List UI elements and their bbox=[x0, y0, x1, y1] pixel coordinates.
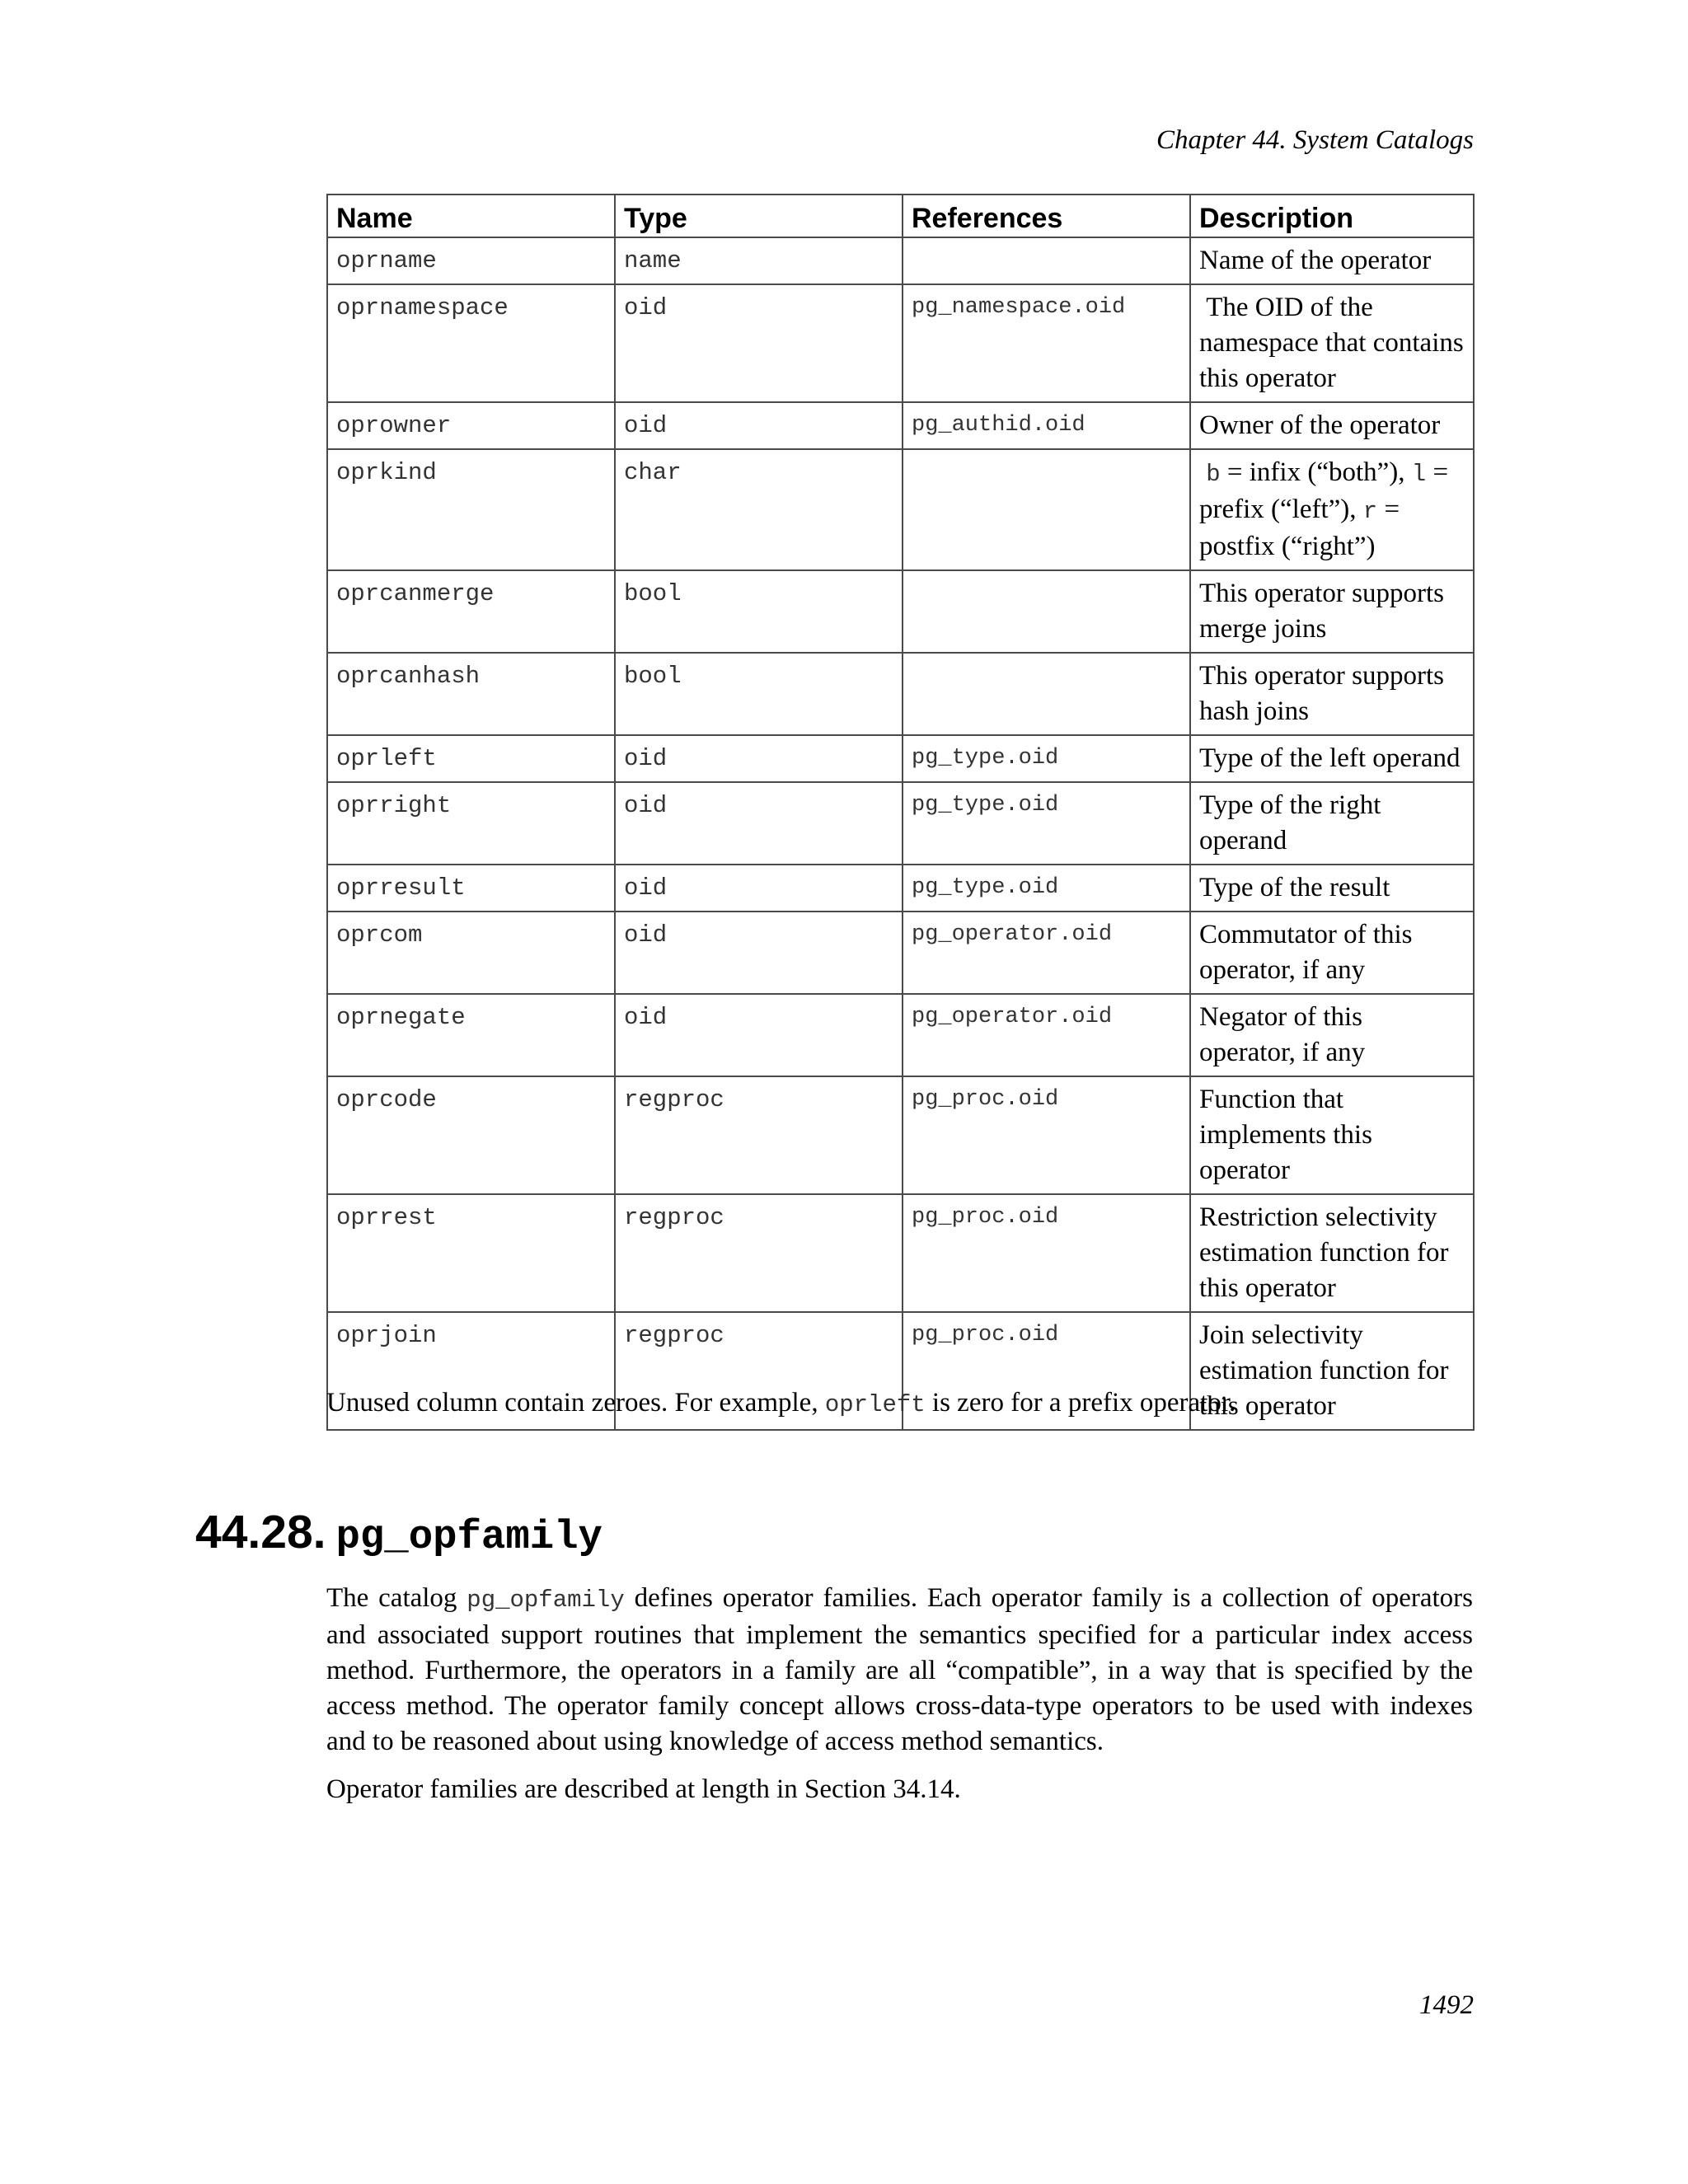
cell-description: Name of the operator bbox=[1190, 237, 1474, 284]
running-header: Chapter 44. System Catalogs bbox=[1156, 125, 1474, 155]
table-row bbox=[327, 237, 1474, 284]
section-number: 44.28. bbox=[195, 1506, 326, 1558]
cell-name: oprnegate bbox=[327, 994, 615, 1076]
cell-references bbox=[903, 653, 1190, 735]
cell-description: This operator supports hash joins bbox=[1190, 653, 1474, 735]
desc-text: = prefix (“left”), bbox=[1199, 457, 1456, 524]
table-row bbox=[327, 1194, 1474, 1312]
note-text: Unused column contain zeroes. For example, bbox=[326, 1388, 825, 1418]
table-row bbox=[327, 402, 1474, 449]
cell-type: name bbox=[615, 237, 903, 284]
cell-description: Type of the right operand bbox=[1190, 782, 1474, 865]
cell-description: Type of the left operand bbox=[1190, 735, 1474, 782]
para-code: pg_opfamily bbox=[467, 1586, 625, 1614]
cell-description: Function that implements this operator bbox=[1190, 1076, 1474, 1194]
table-row bbox=[327, 865, 1474, 912]
table-row bbox=[327, 735, 1474, 782]
section-paragraph bbox=[326, 1581, 1473, 1760]
table-row bbox=[327, 449, 1474, 570]
cell-references bbox=[903, 237, 1190, 284]
cell-description bbox=[1190, 449, 1474, 570]
cell-references: pg_operator.oid bbox=[903, 994, 1190, 1076]
cell-references: pg_operator.oid bbox=[903, 912, 1190, 994]
cell-name: oprname bbox=[327, 237, 615, 284]
cell-name: oprleft bbox=[327, 735, 615, 782]
cell-description: Restriction selectivity estimation function for this operator bbox=[1190, 1194, 1474, 1312]
cell-type: bool bbox=[615, 653, 903, 735]
cell-type: oid bbox=[615, 402, 903, 449]
cell-references bbox=[903, 570, 1190, 653]
note-code: oprleft bbox=[824, 1391, 926, 1418]
cell-name: oprjoin bbox=[327, 1312, 615, 1430]
cell-description: Type of the result bbox=[1190, 865, 1474, 912]
cell-description: Join selectivity estimation function for this operator bbox=[1190, 1312, 1474, 1430]
section-heading bbox=[195, 1505, 603, 1560]
para-text: defines operator families. Each operator family is a collection of operators and associated support routines that implement the semantics specified for a particular index access method. Furthermore, the operators in a family are all “compatible”, in a way that is specified by the access method. The operator family concept allows cross-data-type operators to be used with indexes and to be reasoned about using knowledge of access method semantics. bbox=[326, 1583, 1473, 1756]
cell-name: oprnamespace bbox=[327, 284, 615, 402]
cell-description: Owner of the operator bbox=[1190, 402, 1474, 449]
cell-type: regproc bbox=[615, 1194, 903, 1312]
cell-name: oprresult bbox=[327, 865, 615, 912]
cell-references: pg_namespace.oid bbox=[903, 284, 1190, 402]
table-row bbox=[327, 570, 1474, 653]
pg-operator-columns-table bbox=[326, 194, 1475, 1431]
cell-references: pg_authid.oid bbox=[903, 402, 1190, 449]
column-header-description: Description bbox=[1190, 194, 1474, 237]
table-row bbox=[327, 994, 1474, 1076]
cell-references: pg_proc.oid bbox=[903, 1194, 1190, 1312]
cell-type: regproc bbox=[615, 1076, 903, 1194]
cell-description: This operator supports merge joins bbox=[1190, 570, 1474, 653]
code-l: l bbox=[1411, 461, 1427, 488]
cell-references: pg_type.oid bbox=[903, 782, 1190, 865]
table-row bbox=[327, 284, 1474, 402]
desc-text: = postfix (“right”) bbox=[1199, 494, 1407, 561]
code-r: r bbox=[1362, 498, 1378, 525]
cell-name: oprcanmerge bbox=[327, 570, 615, 653]
section-paragraph: Operator families are described at length in Section 34.14. bbox=[326, 1774, 961, 1804]
cell-name: oprcanhash bbox=[327, 653, 615, 735]
code-b: b bbox=[1206, 461, 1221, 488]
cell-description: Negator of this operator, if any bbox=[1190, 994, 1474, 1076]
cell-type: oid bbox=[615, 865, 903, 912]
cell-type: char bbox=[615, 449, 903, 570]
cell-name: oprowner bbox=[327, 402, 615, 449]
cell-name: oprright bbox=[327, 782, 615, 865]
cell-type: bool bbox=[615, 570, 903, 653]
cell-name: oprcode bbox=[327, 1076, 615, 1194]
section-title: pg_opfamily bbox=[335, 1514, 603, 1560]
page-number: 1492 bbox=[1419, 1990, 1474, 2020]
table-row bbox=[327, 653, 1474, 735]
cell-references: pg_proc.oid bbox=[903, 1076, 1190, 1194]
cell-description: Commutator of this operator, if any bbox=[1190, 912, 1474, 994]
para-text: The catalog bbox=[326, 1583, 467, 1613]
table-header-row bbox=[327, 194, 1474, 237]
cell-type: oid bbox=[615, 912, 903, 994]
column-header-references: References bbox=[903, 194, 1190, 237]
cell-description: The OID of the namespace that contains this operator bbox=[1190, 284, 1474, 402]
column-header-name: Name bbox=[327, 194, 615, 237]
table-footnote bbox=[326, 1385, 1236, 1423]
cell-references bbox=[903, 449, 1190, 570]
cell-references: pg_type.oid bbox=[903, 735, 1190, 782]
desc-text: = infix (“both”), bbox=[1220, 457, 1412, 487]
cell-type: oid bbox=[615, 735, 903, 782]
cell-references: pg_type.oid bbox=[903, 865, 1190, 912]
cell-type: oid bbox=[615, 284, 903, 402]
cell-name: oprrest bbox=[327, 1194, 615, 1312]
cell-type: oid bbox=[615, 994, 903, 1076]
cell-type: regproc bbox=[615, 1312, 903, 1430]
table-row bbox=[327, 782, 1474, 865]
cell-references: pg_proc.oid bbox=[903, 1312, 1190, 1430]
table-row bbox=[327, 1076, 1474, 1194]
cell-type: oid bbox=[615, 782, 903, 865]
cell-name: oprkind bbox=[327, 449, 615, 570]
table-row bbox=[327, 912, 1474, 994]
note-text: is zero for a prefix operator. bbox=[925, 1388, 1236, 1418]
cell-name: oprcom bbox=[327, 912, 615, 994]
column-header-type: Type bbox=[615, 194, 903, 237]
